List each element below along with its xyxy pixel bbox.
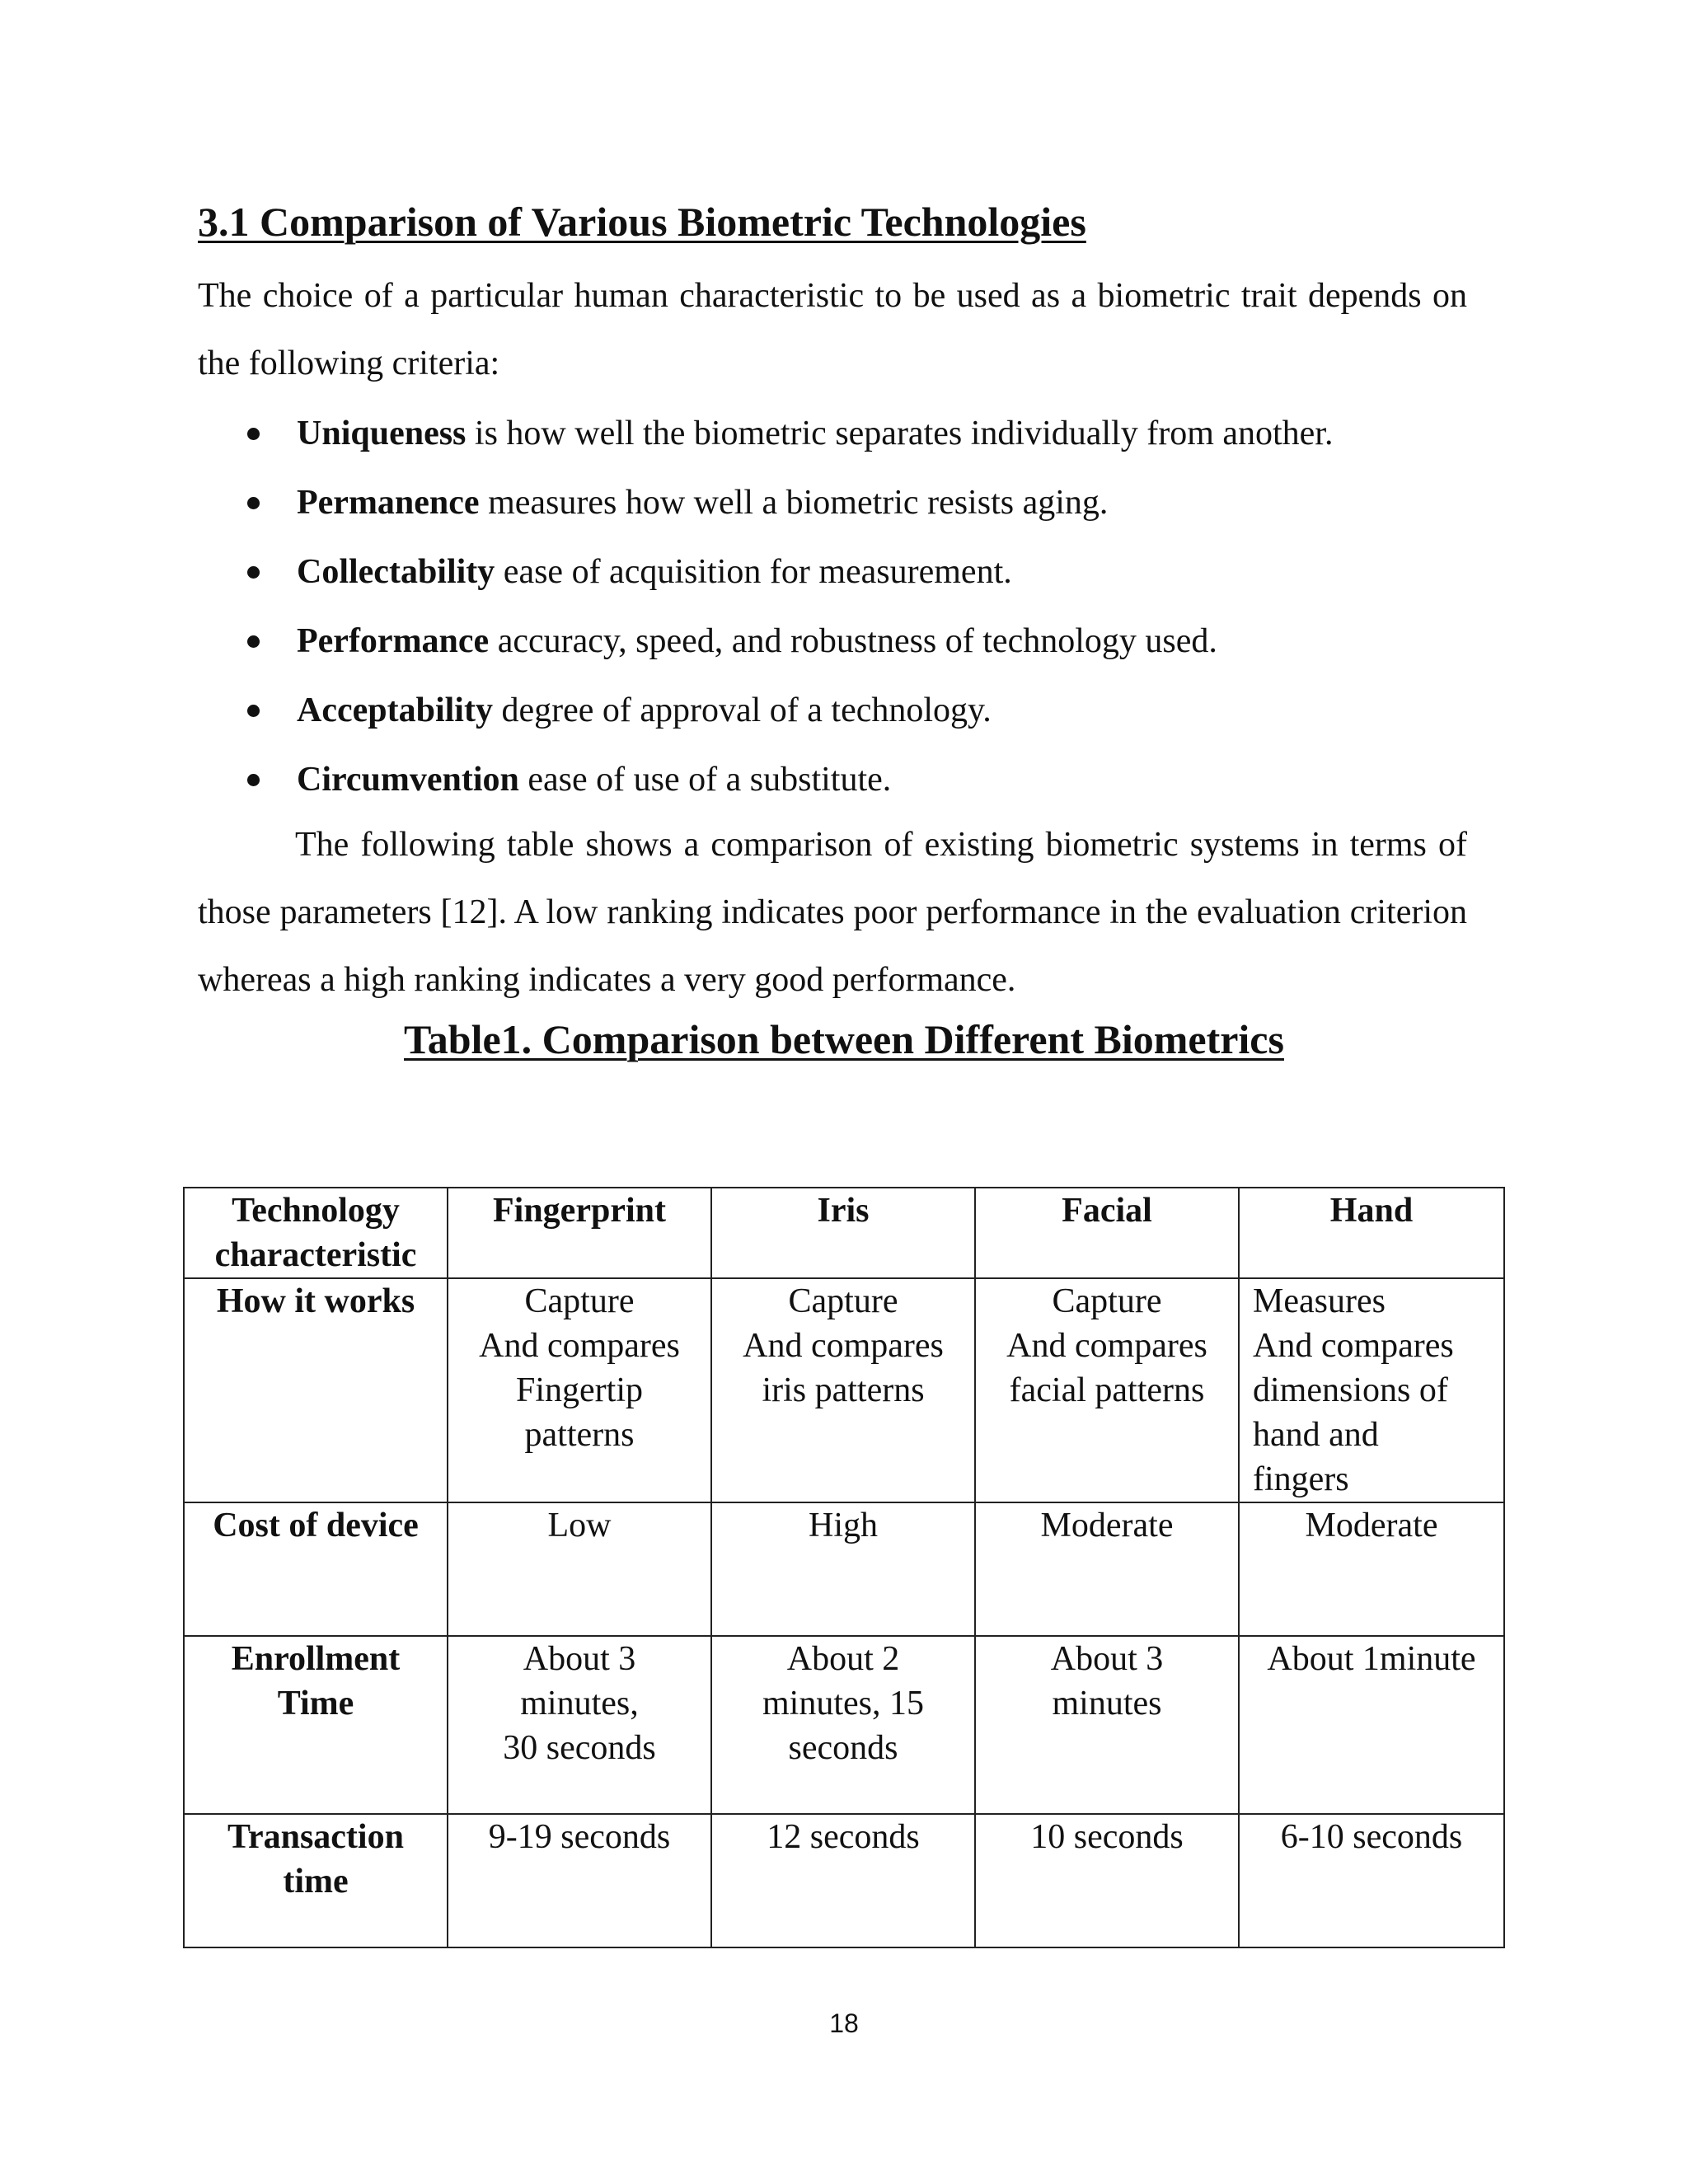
table-cell: About 3 minutes <box>975 1636 1239 1814</box>
table-row <box>184 1502 1504 1636</box>
bullet-icon <box>247 635 260 648</box>
comparison-table <box>183 1187 1505 1948</box>
table-cell: 6-10 seconds <box>1239 1814 1504 1947</box>
table-cell: About 1minute <box>1239 1636 1504 1814</box>
criteria-list <box>198 399 1484 814</box>
list-item <box>198 537 1484 607</box>
table-cell: Capture And compares iris patterns <box>711 1278 975 1502</box>
table-row <box>184 1278 1504 1502</box>
list-item <box>198 468 1484 537</box>
section-heading: 3.1 Comparison of Various Biometric Technologies <box>198 199 1086 245</box>
table-caption: Table1. Comparison between Different Biometrics <box>404 1016 1284 1062</box>
page-number: 18 <box>829 2008 859 2038</box>
list-item <box>198 399 1484 468</box>
followup-paragraph: The following table shows a comparison of existing biometric systems in terms of those parameters [12]. A low ranking indicates poor performance in the evaluation criterion whereas a high ranking indicates a very good performance. <box>198 826 1467 999</box>
row-label: Enrollment Time <box>184 1636 448 1814</box>
table-cell: Capture And compares Fingertip patterns <box>448 1278 711 1502</box>
row-label: Cost of device <box>184 1502 448 1636</box>
bullet-icon <box>247 566 260 579</box>
criterion-desc: degree of approval of a technology. <box>492 691 992 729</box>
criterion-desc: measures how well a biometric resists aging. <box>479 484 1109 522</box>
header-cell: Hand <box>1239 1188 1504 1278</box>
criterion-desc: accuracy, speed, and robustness of technology used. <box>489 622 1217 660</box>
header-cell: Iris <box>711 1188 975 1278</box>
header-cell: Fingerprint <box>448 1188 711 1278</box>
criterion-term: Acceptability <box>297 691 493 729</box>
table-cell: Capture And compares facial patterns <box>975 1278 1239 1502</box>
bullet-icon <box>247 428 260 440</box>
intro-paragraph: The choice of a particular human characteristic to be used as a biometric trait depends on the following criteria: <box>198 277 1467 382</box>
criterion-desc: ease of use of a substitute. <box>518 761 892 799</box>
table-cell: Measures And compares dimensions of hand and fingers <box>1239 1278 1504 1502</box>
table-row <box>184 1814 1504 1947</box>
bullet-icon <box>247 774 260 786</box>
table-cell: 9-19 seconds <box>448 1814 711 1947</box>
list-item <box>198 745 1484 814</box>
table-cell: Moderate <box>975 1502 1239 1636</box>
header-cell: Technology characteristic <box>184 1188 448 1278</box>
criterion-desc: ease of acquisition for measurement. <box>495 553 1012 591</box>
criterion-term: Uniqueness <box>297 415 467 452</box>
table-cell: About 3 minutes, 30 seconds <box>448 1636 711 1814</box>
table-cell: Moderate <box>1239 1502 1504 1636</box>
table-cell: About 2 minutes, 15 seconds <box>711 1636 975 1814</box>
criterion-desc: is how well the biometric separates individually from another. <box>466 415 1334 452</box>
row-label: How it works <box>184 1278 448 1502</box>
criterion-term: Permanence <box>297 484 480 522</box>
list-item <box>198 607 1484 676</box>
bullet-icon <box>247 497 260 509</box>
criterion-term: Collectability <box>297 553 495 591</box>
criterion-term: Circumvention <box>297 761 519 799</box>
table-cell: 12 seconds <box>711 1814 975 1947</box>
table-row <box>184 1636 1504 1814</box>
table-cell: High <box>711 1502 975 1636</box>
list-item <box>198 676 1484 745</box>
table-cell: 10 seconds <box>975 1814 1239 1947</box>
table-header-row <box>184 1188 1504 1278</box>
row-label: Transaction time <box>184 1814 448 1947</box>
header-cell: Facial <box>975 1188 1239 1278</box>
criterion-term: Performance <box>297 622 490 660</box>
table-cell: Low <box>448 1502 711 1636</box>
bullet-icon <box>247 705 260 717</box>
